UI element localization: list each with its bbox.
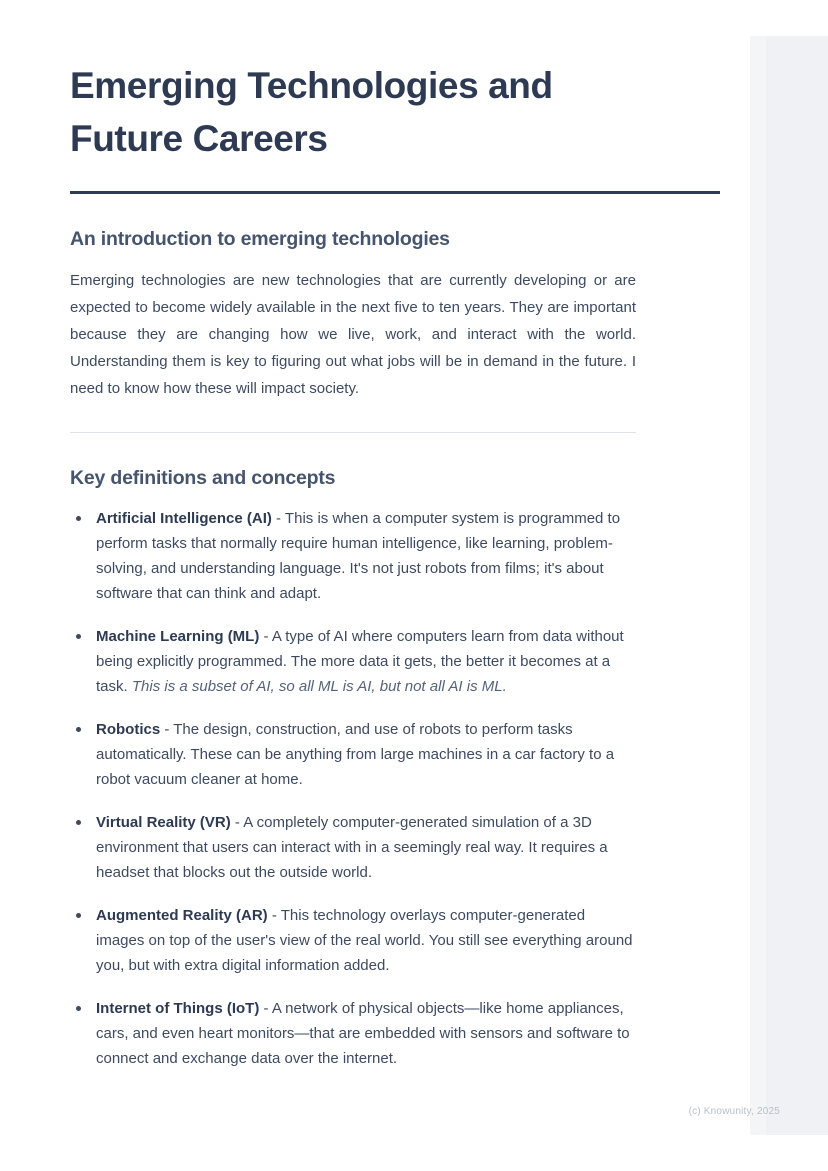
definitions-list <box>70 506 636 1071</box>
intro-paragraph: Emerging technologies are new technologies that are currently developing or are expected to become widely available in the next five to ten years. They are important because they are changing how we live, work, and interact with the world. Understanding them is key to figuring out what jobs will be in demand in the future. I need to know how these will impact society. <box>70 272 636 398</box>
definition-term: Internet of Things (IoT) <box>96 1000 260 1018</box>
definition-term: Artificial Intelligence (AI) <box>96 510 272 528</box>
list-item <box>70 903 636 978</box>
page-title: Emerging Technologies and Future Careers <box>70 65 553 159</box>
definition-term: Virtual Reality (VR) <box>96 814 231 832</box>
definition-term: Augmented Reality (AR) <box>96 907 268 925</box>
document-content <box>70 60 636 1089</box>
definition-term: Machine Learning (ML) <box>96 628 260 646</box>
definition-term: Robotics <box>96 721 161 739</box>
definition-text: - This technology overlays computer-generated images on top of the user's view of the real world. You still see everything around you, but with extra digital information added. <box>96 907 633 975</box>
scrollbar-thumb[interactable] <box>750 36 766 1135</box>
definition-text: - A type of AI where computers learn from data without being explicitly programmed. The more data it gets, the better it becomes at a task. <box>96 628 624 696</box>
title-divider <box>70 191 720 194</box>
list-item <box>70 810 636 885</box>
definition-text: - The design, construction, and use of robots to perform tasks automatically. These can be anything from large machines in a car factory to a robot vacuum cleaner at home. <box>96 721 615 789</box>
section-heading-intro: An introduction to emerging technologies <box>70 228 450 251</box>
section-heading-definitions: Key definitions and concepts <box>70 467 336 490</box>
definition-text: - This is when a computer system is programmed to perform tasks that normally require human intelligence, like learning, problem-solving, and understanding language. It's not just robots from films; it's about software that can think and adapt. <box>96 510 621 603</box>
list-item <box>70 624 636 699</box>
list-item <box>70 717 636 792</box>
section-divider <box>70 432 636 433</box>
list-item <box>70 996 636 1071</box>
footer-credit: (c) Knowunity, 2025 <box>688 1106 780 1117</box>
list-item <box>70 506 636 606</box>
definition-text: - A completely computer-generated simulation of a 3D environment that users can interact with in a seemingly real way. It requires a headset that blocks out the outside world. <box>96 814 608 882</box>
definition-emphasis: This is a subset of AI, so all ML is AI, but not all AI is ML. <box>131 678 507 696</box>
definition-text: - A network of physical objects—like home appliances, cars, and even heart monitors—that are embedded with sensors and software to connect and exchange data over the internet. <box>96 1000 630 1068</box>
